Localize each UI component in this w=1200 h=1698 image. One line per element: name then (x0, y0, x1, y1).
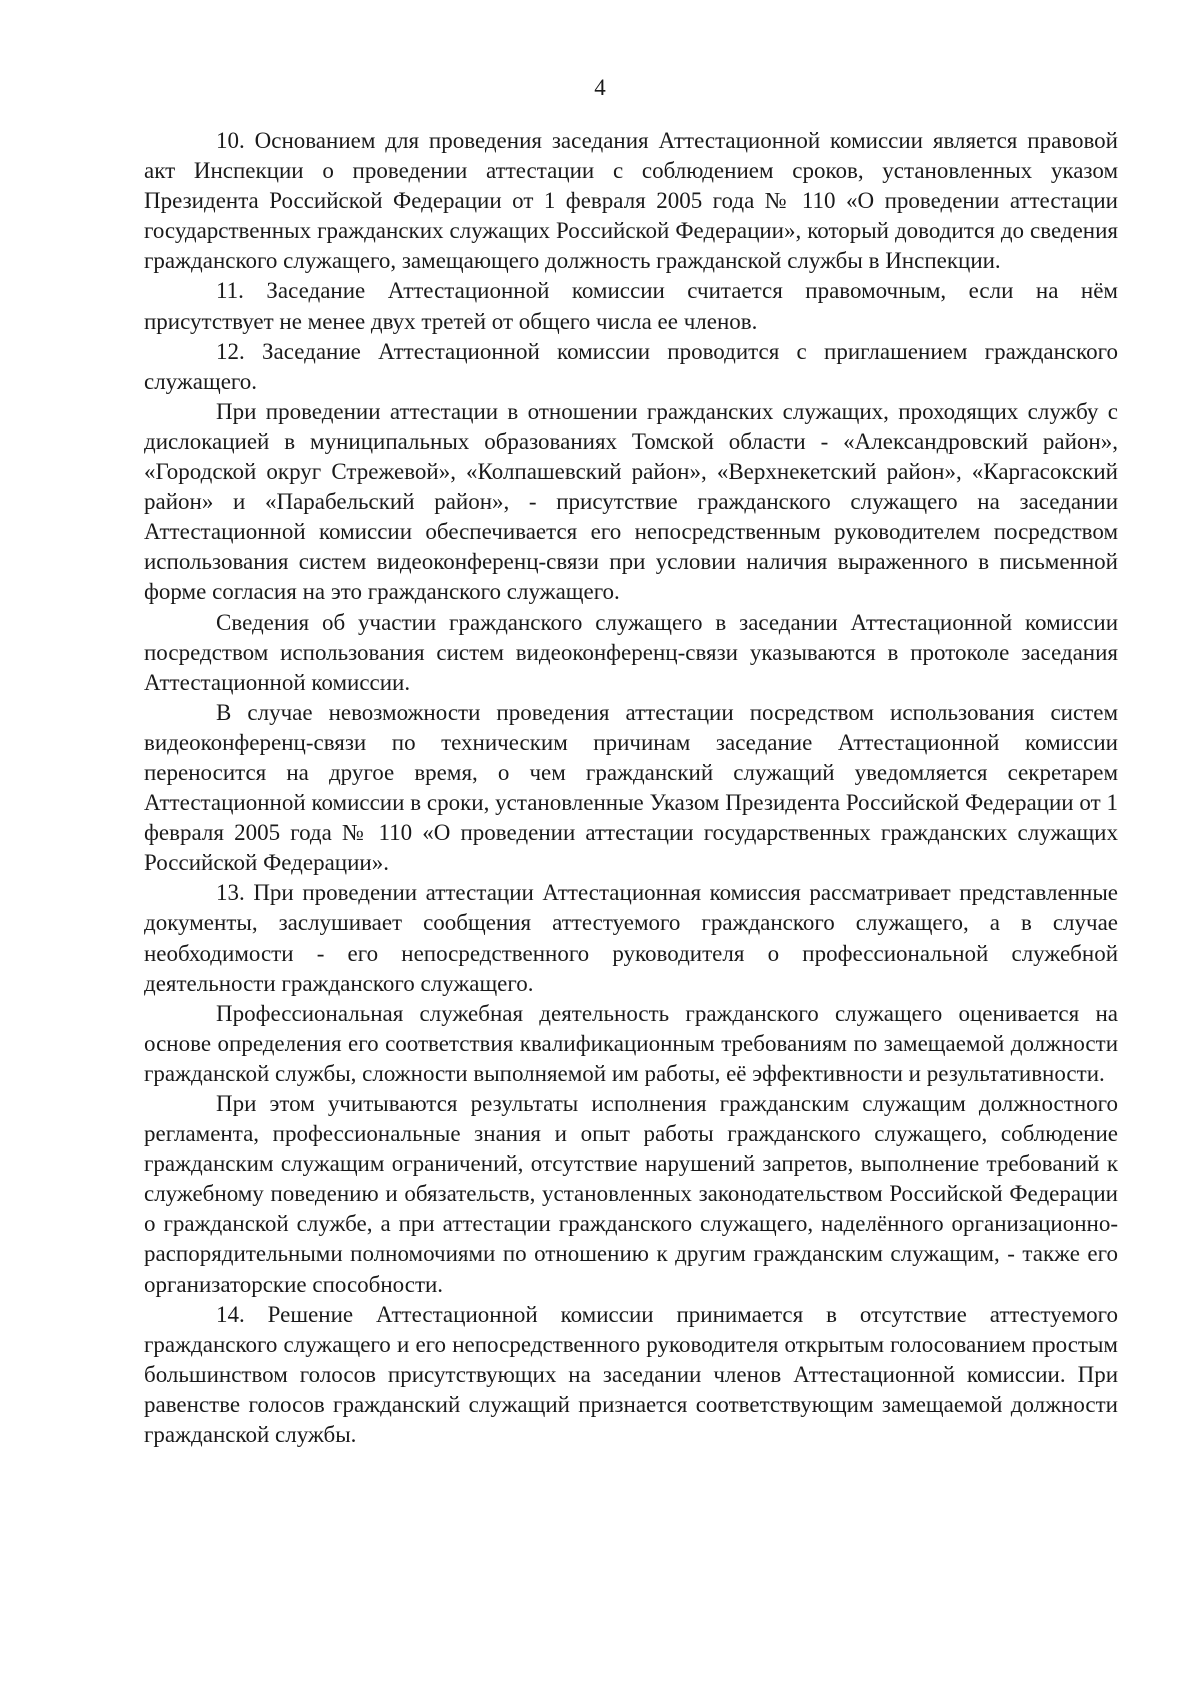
paragraph-protocol-note: Сведения об участии гражданского служащего в заседании Аттестационной комиссии посредством использования систем видеоконференц-связи указываются в протоколе заседания Аттестационной комиссии. (144, 609, 1118, 695)
paragraph-item-13: 13. При проведении аттестации Аттестационная комиссия рассматривает представленные документы, заслушивает сообщения аттестуемого гражданского служащего, а в случае необходимости - его непосредственного руководителя о профессиональной служебной деятельности гражданского служащего. (144, 880, 1118, 996)
paragraph-considered-factors: При этом учитываются результаты исполнения гражданским служащим должностного регламента, профессиональные знания и опыт работы гражданского служащего, соблюдение гражданским служащим ограничений, отсутствие нарушений запретов, выполнение требований к служебному поведению и обязательств, установленных законодательством Российской Федерации о гражданской службе, а при аттестации гражданского служащего, наделённого организационно-распорядительными полномочиями по отношению к другим гражданским служащим, - также его организаторские способности. (144, 1091, 1118, 1297)
document-body (144, 126, 1118, 1450)
paragraph-remote-attendance: При проведении аттестации в отношении гражданских служащих, проходящих службу с дислокацией в муниципальных образованиях Томской области - «Александровский район», «Городской округ Стрежевой», «Колпашевский район», «Верхнекетский район», «Каргасокский район» и «Парабельский район», - присутствие гражданского служащего на заседании Аттестационной комиссии обеспечивается его непосредственным руководителем посредством использования систем видеоконференц-связи при условии наличия выраженного в письменной форме согласия на это гражданского служащего. (144, 398, 1118, 605)
paragraph-evaluation: Профессиональная служебная деятельность гражданского служащего оценивается на основе определения его соответствия квалификационным требованиям по замещаемой должности гражданской службы, сложности выполняемой им работы, её эффективности и результативности. (144, 1000, 1118, 1086)
paragraph-item-10: 10. Основанием для проведения заседания Аттестационной комиссии является правовой акт Инспекции о проведении аттестации с соблюдением сроков, установленных указом Президента Российской Федерации от 1 февраля 2005 года № 110 «О проведении аттестации государственных гражданских служащих Российской Федерации», который доводится до сведения гражданского служащего, замещающего должность гражданской службы в Инспекции. (144, 128, 1118, 274)
paragraph-item-12: 12. Заседание Аттестационной комиссии проводится с приглашением гражданского служащего. (144, 338, 1118, 394)
paragraph-item-14: 14. Решение Аттестационной комиссии принимается в отсутствие аттестуемого гражданского служащего и его непосредственного руководителя открытым голосованием простым большинством голосов присутствующих на заседании членов Аттестационной комиссии. При равенстве голосов гражданский служащий признается соответствующим замещаемой должности гражданской службы. (144, 1301, 1118, 1448)
paragraph-item-11: 11. Заседание Аттестационной комиссии считается правомочным, если на нём присутствует не менее двух третей от общего числа ее членов. (144, 278, 1118, 334)
page-number: 4 (594, 75, 606, 100)
paragraph-postponement: В случае невозможности проведения аттестации посредством использования систем видеоконференц-связи по техническим причинам заседание Аттестационной комиссии переносится на другое время, о чем гражданский служащий уведомляется секретарем Аттестационной комиссии в сроки, установленные Указом Президента Российской Федерации от 1 февраля 2005 года № 110 «О проведении аттестации государственных гражданских служащих Российской Федерации». (144, 699, 1118, 876)
